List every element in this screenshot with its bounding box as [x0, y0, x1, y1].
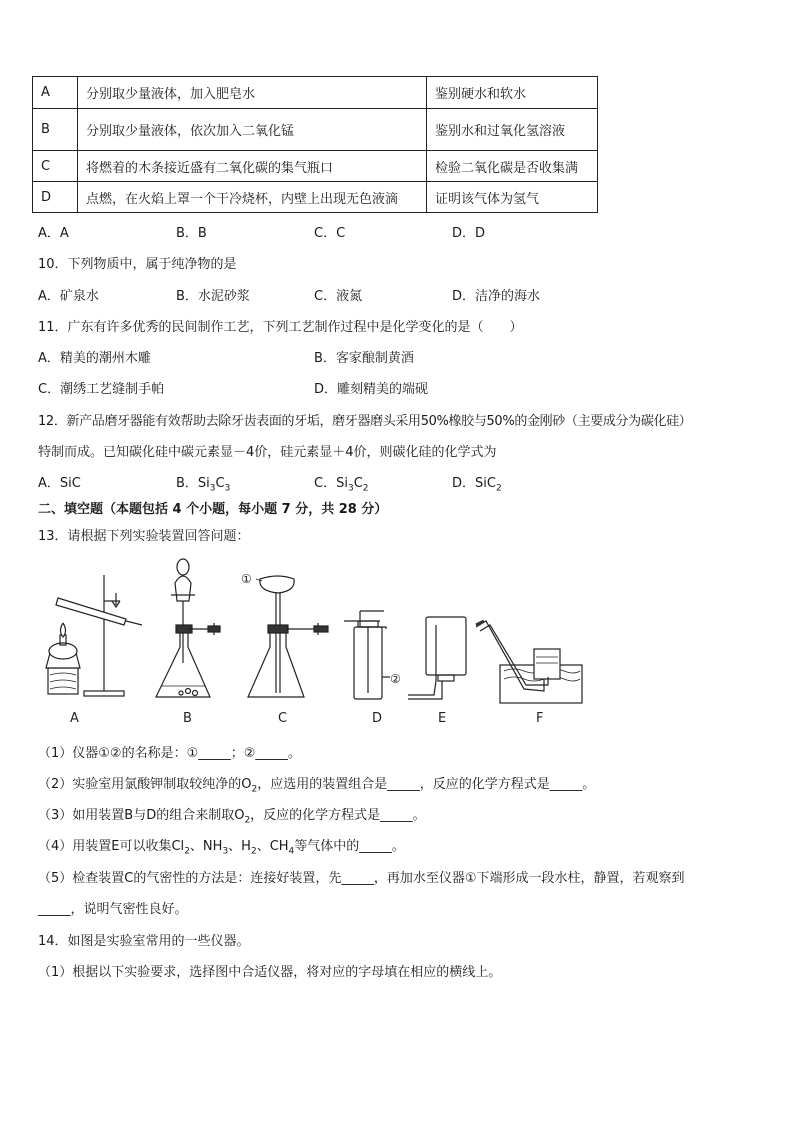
q11-choice-c: C．潮绣工艺缝制手帕 [38, 382, 165, 397]
table-row [33, 109, 598, 151]
apparatus-marker-1: ① [241, 572, 252, 586]
q10-choice-c: C．液氮 [314, 289, 363, 304]
q13-part-2: （2）实验室用氯酸钾制取较纯净的$O_2$，应选用的装置组合是_____，反应的化学方程式是_____。 [38, 777, 596, 795]
q12-choice-a: A．SiC [38, 476, 81, 491]
row-purpose: 鉴别水和过氧化氢溶液 [427, 109, 598, 151]
q11-choice-b: B．客家酿制黄酒 [314, 351, 414, 366]
row-purpose: 检验二氧化碳是否收集满 [427, 151, 598, 182]
q9-choice-d: D．D [452, 226, 486, 241]
row-operation: 分别取少量液体，依次加入二氧化锰 [78, 109, 427, 151]
q12-choice-b: B．$Si_3C_3$ [176, 476, 231, 494]
apparatus-label-d: D [372, 711, 383, 726]
apparatus-label-b: B [183, 711, 192, 726]
q13-stem: 13．请根据下列实验装置回答问题： [38, 529, 250, 544]
apparatus-label-c: C [278, 711, 288, 726]
apparatus-f [476, 621, 582, 703]
table-row [33, 77, 598, 109]
q11-stem: 11．广东有许多优秀的民间制作工艺，下列工艺制作过程中是化学变化的是（ ） [38, 320, 523, 335]
q10-stem: 10．下列物质中，属于纯净物的是 [38, 257, 237, 272]
q13-part-5-line2: _____，说明气密性良好。 [38, 902, 188, 917]
row-label: A [33, 77, 78, 109]
q12-stem-line2: 特制而成。已知碳化硅中碳元素显－4价，硅元素显＋4价，则碳化硅的化学式为 [38, 445, 497, 460]
q10-choice-b: B．水泥砂浆 [176, 289, 250, 304]
q11-choice-d: D．雕刻精美的端砚 [314, 382, 429, 397]
row-operation: 将燃着的木条接近盛有二氧化碳的集气瓶口 [78, 151, 427, 182]
row-label: B [33, 109, 78, 151]
apparatus-b [156, 559, 220, 697]
q11-choice-a: A．精美的潮州木雕 [38, 351, 151, 366]
table-row [33, 182, 598, 213]
table-row [33, 151, 598, 182]
apparatus-label-f: F [536, 711, 544, 726]
q10-choice-a: A．矿泉水 [38, 289, 99, 304]
apparatus-label-a: A [70, 711, 79, 726]
q12-choice-d: D．SiC$_2$ [452, 476, 502, 494]
q13-part-1: （1）仪器①②的名称是：①_____；②_____。 [38, 746, 301, 761]
q9-choice-a: A．A [38, 226, 69, 241]
apparatus-d [344, 611, 390, 699]
apparatus-c [248, 576, 328, 697]
row-operation: 点燃，在火焰上罩一个干冷烧杯，内壁上出现无色液滴 [78, 182, 427, 213]
row-operation: 分别取少量液体，加入肥皂水 [78, 77, 427, 109]
row-purpose: 证明该气体为氢气 [427, 182, 598, 213]
q10-choice-d: D．洁净的海水 [452, 289, 541, 304]
q9-choice-b: B．B [176, 226, 207, 241]
q9-options-table [32, 76, 598, 213]
q14-part-1: （1）根据以下实验要求，选择图中合适仪器，将对应的字母填在相应的横线上。 [38, 965, 502, 980]
q13-apparatus-figure [38, 553, 588, 731]
apparatus-a [46, 575, 142, 696]
q14-stem: 14．如图是实验室常用的一些仪器。 [38, 934, 250, 949]
q12-choice-c: C．$Si_3C_2$ [314, 476, 369, 494]
q12-stem-line1: 12．新产品磨牙器能有效帮助去除牙齿表面的牙垢，磨牙器磨头采用50%橡胶与50%的金刚砂（主要成分为碳化硅） [38, 414, 692, 429]
apparatus-label-e: E [438, 711, 447, 726]
q13-part-5-line1: （5）检查装置C的气密性的方法是：连接好装置，先_____，再加水至仪器①下端形成一段水柱，静置，若观察到 [38, 871, 685, 886]
apparatus-marker-2: ② [390, 672, 401, 686]
q13-part-3: （3）如用装置B与D的组合来制取$O_2$，反应的化学方程式是_____。 [38, 808, 426, 826]
row-label: C [33, 151, 78, 182]
q13-part-4: （4）用装置E可以收集$Cl_2$、$NH_3$、$H_2$、$CH_4$等气体中的_____。 [38, 839, 405, 857]
section-heading: 二、填空题（本题包括 4 个小题，每小题 7 分，共 28 分） [38, 502, 388, 517]
apparatus-e [408, 617, 466, 699]
q9-choice-c: C．C [314, 226, 346, 241]
row-label: D [33, 182, 78, 213]
row-purpose: 鉴别硬水和软水 [427, 77, 598, 109]
